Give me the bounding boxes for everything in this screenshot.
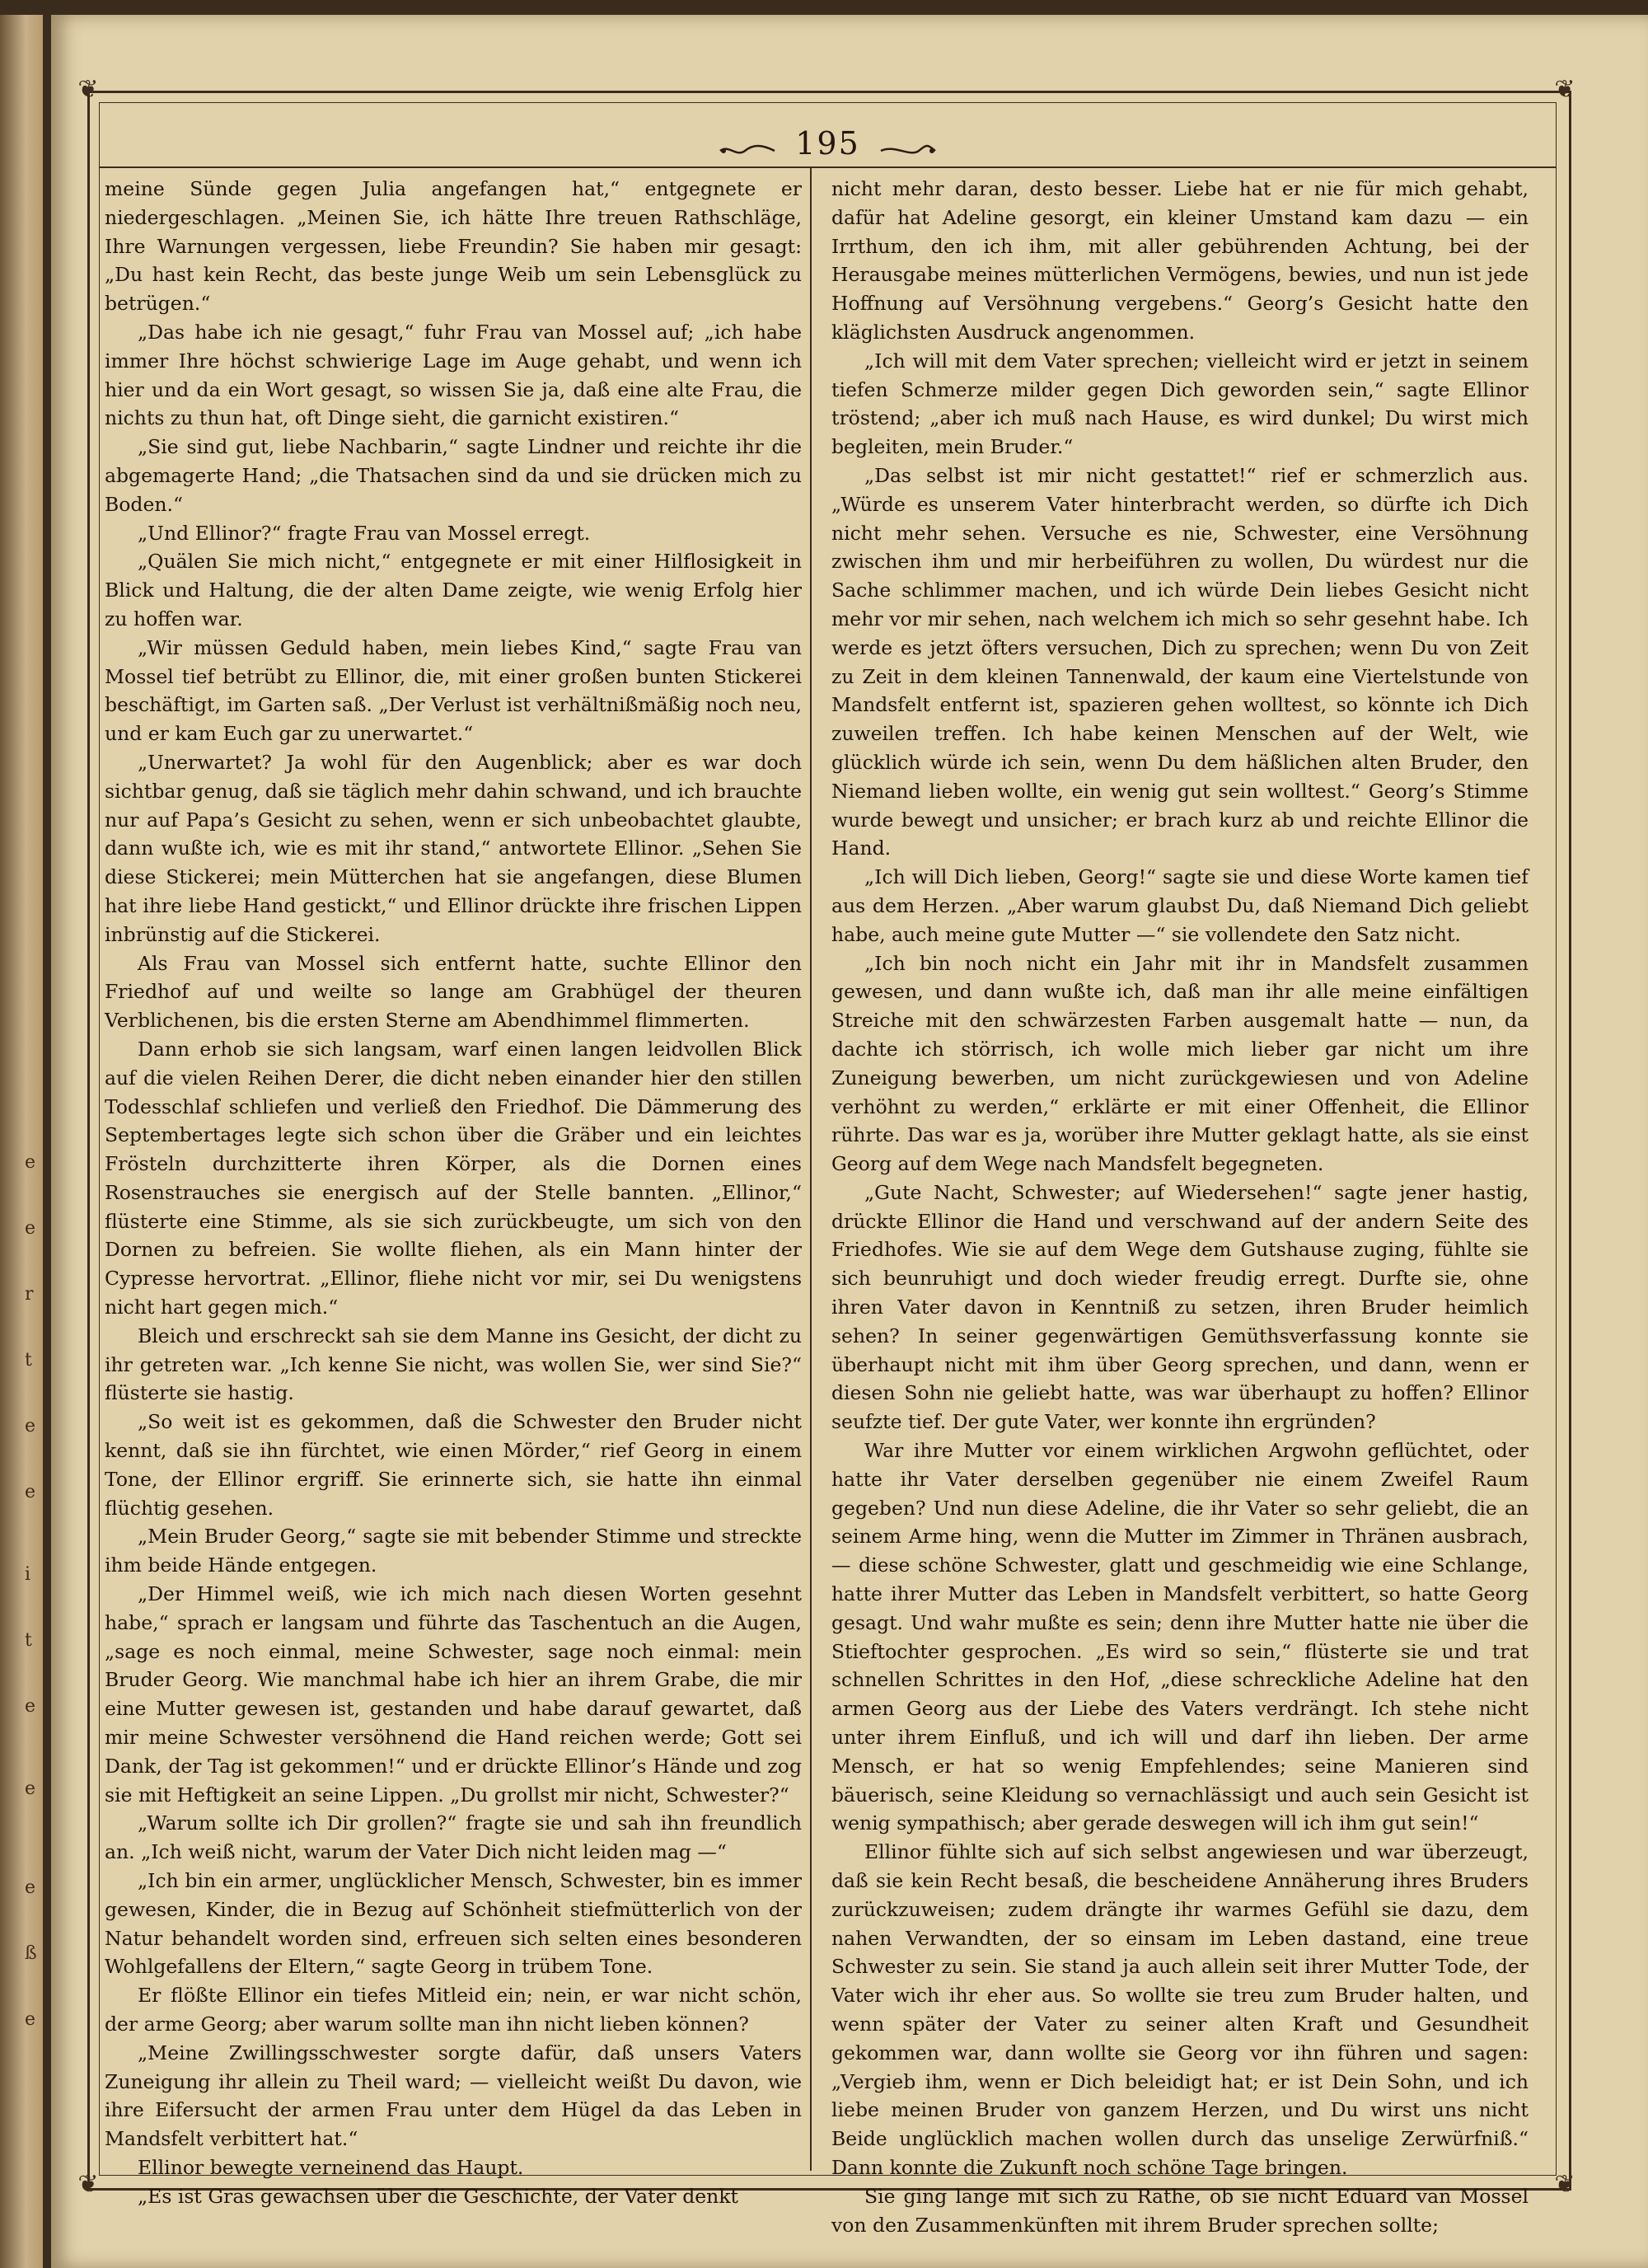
paragraph: meine Sünde gegen Julia angefangen hat,“ entgegnete er niedergeschlagen. „Meinen Sie, ich hätte Ihre treuen Rathschläge, Ihre Warnungen vergessen, liebe Freundin? Sie haben mir gesagt: „Du hast kein Recht, das beste junge Weib um sein Lebensglück zu betrügen.“ (105, 177, 802, 316)
paragraph: „Quälen Sie mich nicht,“ entgegnete er mit einer Hilflosigkeit in Blick und Haltung, die der alten Dame zeigte, wie wenig Erfolg hier zu hoffen war. (105, 550, 802, 630)
paragraph: „Unerwartet? Ja wohl für den Augenblick; aber es war doch sichtbar genug, daß sie täglich mehr dahin schwand, und ich brauchte nur auf Papa’s Gesicht zu sehen, wenn er sich unbeobachtet glaubte, dann wußte ich, wie es mit ihr stand,“ antwortete Ellinor. „Sehen Sie diese Stickerei; mein Mütterchen hat sie angefangen, diese Blumen hat ihre liebe Hand gestickt,“ und Ellinor drückte ihre frischen Lippen inbrünstig auf die Stickerei. (105, 750, 802, 946)
paragraph: Bleich und erschreckt sah sie dem Manne ins Gesicht, der dicht zu ihr getreten war. „Ich kenne Sie nicht, was wollen Sie, wer sind Sie?“ flüsterte sie hastig. (105, 1324, 802, 1405)
previous-page-edge (0, 15, 43, 2268)
paragraph: „Der Himmel weiß, wie ich mich nach diesen Worten gesehnt habe,“ sprach er langsam und führte das Taschentuch an die Augen, „sage es noch einmal, meine Schwester, sage noch einmal: mein Bruder Georg. Wie manchmal habe ich hier an ihrem Grabe, die mir eine Mutter gewesen ist, gestanden und habe darauf gewartet, daß mir meine Schwester versöhnend die Hand reichen werde; Gott sei Dank, der Tag ist gekommen!“ und er drückte Ellinor’s Hände und zog sie mit Heftigkeit an seine Lippen. „Du grollst mir nicht, Schwester?“ (105, 1582, 802, 1806)
margin-mark: t (25, 1350, 32, 1371)
margin-mark: r (25, 1284, 34, 1305)
paragraph: „Ich will Dich lieben, Georg!“ sagte sie und diese Worte kamen tief aus dem Herzen. „Aber warum glaubst Du, daß Niemand Dich geliebt habe, auch meine gute Mutter —“ sie vollendete den Satz nicht. (831, 865, 1529, 946)
paragraph: Dann erhob sie sich langsam, warf einen langen leidvollen Blick auf die vielen Reihen Derer, die dicht neben einander hier den stillen Todesschlaf schliefen und verließ den Friedhof. Die Dämmerung des Septembertages legte sich schon über die Gräber und ein leichtes Frösteln durchzitterte ihren Körper, als die Dornen eines Rosenstrauches sie energisch auf der Stelle bannten. „Ellinor,“ flüsterte eine Stimme, als sie sich zurückbeugte, um sich von den Dornen zu befreien. Sie wollte fliehen, als ein Mann hinter der Cypresse hervortrat. „Ellinor, fliehe nicht vor mir, sei Du wenigstens nicht hart gegen mich.“ (105, 1037, 802, 1319)
page-header (99, 120, 1557, 168)
paragraph: „So weit ist es gekommen, daß die Schwester den Bruder nicht kennt, daß sie ihn fürchtet, wie einen Mörder,“ rief Georg in einem Tone, der Ellinor ergriff. Sie erinnerte sich, sie hatte ihn einmal flüchtig gesehen. (105, 1410, 802, 1520)
corner-ornament-icon: ❦ (1554, 75, 1575, 104)
margin-mark: e (25, 1778, 36, 1799)
corner-ornament-icon: ❦ (1554, 2170, 1575, 2199)
paragraph: „Warum sollte ich Dir grollen?“ fragte sie und sah ihn freundlich an. „Ich weiß nicht, warum der Vater Dich nicht leiden mag —“ (105, 1811, 802, 1864)
corner-ornament-icon: ❦ (77, 75, 99, 104)
paragraph: „Und Ellinor?“ fragte Frau van Mossel erregt. (138, 521, 591, 545)
paragraph: „Ich bin ein armer, unglücklicher Mensch, Schwester, bin es immer gewesen, Kinder, die in Bezug auf Schönheit stiefmütterlich von der Natur behandelt worden sind, erfreuen sich selten eines besonderen Wohlgefallens der Eltern,“ sagte Georg in trübem Tone. (105, 1869, 802, 1979)
column-divider (810, 168, 812, 2171)
paragraph: Als Frau van Mossel sich entfernt hatte, suchte Ellinor den Friedhof auf und weilte so lange am Grabhügel der theuren Verblichenen, bis die ersten Sterne am Abendhimmel flimmerten. (105, 951, 802, 1033)
paragraph: „Gute Nacht, Schwester; auf Wiedersehen!“ sagte jener hastig, drückte Ellinor die Hand und verschwand auf der andern Seite des Friedhofes. Wie sie auf dem Wege dem Gutshause zuging, fühlte sie sich beunruhigt und doch wieder freudig erregt. Durfte sie, ohne ihren Vater davon in Kenntniß zu setzen, ihren Bruder heimlich sehen? In seiner gegenwärtigen Gemüthsverfassung konnte sie überhaupt nicht mit ihm über Georg sprechen, und dann, wenn er diesen Sohn nie geliebt hatte, was war überhaupt zu hoffen? Ellinor seufzte tief. Der gute Vater, wer konnte ihn ergründen? (831, 1180, 1529, 1434)
paragraph: „Ich bin noch nicht ein Jahr mit ihr in Mandsfelt zusammen gewesen, und dann wußte ich, daß man ihr alle meine einfältigen Streiche mit den schwärzesten Farben ausgemalt hatte — nun, da dachte ich störrisch, ich wolle mich lieber gar nicht um ihre Zuneigung bewerben, um nicht zurückgewiesen und von Adeline verhöhnt zu werden,“ erklärte er mit einer Offenheit, die Ellinor rührte. Das war es ja, worüber ihre Mutter geklagt hatte, als sie einst Georg auf dem Wege nach Mandsfelt begegneten. (831, 951, 1529, 1176)
flourish-right-icon (879, 143, 937, 159)
paragraph: „Mein Bruder Georg,“ sagte sie mit bebender Stimme und streckte ihm beide Hände entgegen. (105, 1525, 802, 1577)
margin-mark: e (25, 2009, 36, 2030)
corner-ornament-icon: ❦ (77, 2170, 99, 2199)
paragraph: „Das habe ich nie gesagt,“ fuhr Frau van Mossel auf; „ich habe immer Ihre höchst schwierige Lage im Auge gehabt, und wenn ich hier und da ein Wort gesagt, so wissen Sie ja, daß eine alte Frau, die nichts zu thun hat, oft Dinge sieht, die garnicht existiren.“ (105, 320, 802, 430)
margin-mark: ß (25, 1943, 37, 1964)
paragraph: „Sie sind gut, liebe Nachbarin,“ sagte Lindner und reichte ihr die abgemagerte Hand; „die Thatsachen sind da und sie drücken mich zu Boden.“ (105, 435, 802, 516)
paragraph: War ihre Mutter vor einem wirklichen Argwohn geflüchtet, oder hatte ihr Vater derselben gegenüber nie einem Zweifel Raum gegeben? Und nun diese Adeline, die ihr Vater so sehr geliebt, die an seinem Arme hing, wenn die Mutter im Zimmer in Thränen ausbrach, — diese schöne Schwester, glatt und geschmeidig wie eine Schlange, hatte ihrer Mutter das Leben in Mandsfelt verbittert, so hatte Georg gesagt. Und wahr mußte es sein; denn ihre Mutter hatte nie über die Stieftochter gesprochen. „Es wird so sein,“ flüsterte sie und trat schnellen Schrittes in den Hof, „diese schreckliche Adeline hat den armen Georg aus der Liebe des Vaters verdrängt. Ich stehe nicht unter ihrem Einfluß, und ich will und darf ihn lieben. Der arme Mensch, er hat so wenig Empfehlendes; seine Manieren sind bäuerisch, seine Kleidung so vernachlässigt und auch sein Gesicht ist wenig sympathisch; aber gerade deswegen will ich ihm gut sein!“ (831, 1439, 1529, 1835)
paragraph: Ellinor fühlte sich auf sich selbst angewiesen und war überzeugt, daß sie kein Recht besaß, die bescheidene Annäherung ihres Bruders zurückzuweisen; zudem drängte ihr warmes Gefühl sie dazu, dem nahen Verwandten, der so einsam im Leben dastand, eine treue Schwester zu sein. Sie stand ja auch allein seit ihrer Mutter Tode, der Vater wich ihr eher aus. So wollte sie treu zum Bruder halten, und wenn später der Vater zu seiner alten Kraft und Gesundheit gekommen war, dann wollte sie Georg vor ihn führen und sagen: „Vergieb ihm, wenn er Dich beleidigt hat; er ist Dein Sohn, und ich liebe meinen Bruder von ganzem Herzen, und Du wirst uns nicht Beide unglücklich machen wollen durch das unselige Zerwürfniß.“ Dann konnte die Zukunft noch schöne Tage bringen. (831, 1840, 1529, 2179)
margin-mark: t (25, 1630, 32, 1651)
paragraph: „Das selbst ist mir nicht gestattet!“ rief er schmerzlich aus. „Würde es unserem Vater hinterbracht werden, so dürfte ich Dich nicht mehr sehen. Versuche es nie, Schwester, eine Versöhnung zwischen ihm und mir herbeiführen zu wollen, Du würdest nur die Sache schlimmer machen, und ich würde Dein liebes Gesicht nicht mehr vor mir sehen, nach welchem ich mich so sehr gesehnt habe. Ich werde es jetzt öfters versuchen, Dich zu sprechen; wenn Du von Zeit zu Zeit in dem kleinen Tannenwald, der kaum eine Viertelstunde von Mandsfelt entfernt ist, spazieren gehen wolltest, so könnte ich Dich zuweilen treffen. Ich habe keinen Menschen auf der Welt, wie glücklich würde ich sein, wenn Du dem häßlichen alten Bruder, den Niemand lieben wollte, ein wenig gut sein wolltest.“ Georg’s Stimme wurde bewegt und unsicher; er brach kurz ab und reichte Ellinor die Hand. (831, 463, 1529, 860)
margin-mark: e (25, 1696, 36, 1717)
margin-mark: e (25, 1877, 36, 1898)
margin-mark: e (25, 1218, 36, 1239)
book-page (51, 15, 1648, 2268)
paragraph: „Meine Zwillingsschwester sorgte dafür, daß unsers Vaters Zuneigung ihr allein zu Theil ward; — vielleicht weißt Du davon, wie ihre Eifersucht der armen Frau unter dem Hügel da das Leben in Mandsfelt verbittert hat.“ (105, 2041, 802, 2151)
margin-mark: e (25, 1416, 36, 1436)
paragraph: „Es ist Gras gewachsen über die Geschichte, der Vater denkt (138, 2184, 739, 2208)
flourish-left-icon (719, 143, 776, 159)
text-column-right (831, 175, 1529, 2237)
paragraph: Ellinor bewegte verneinend das Haupt. (138, 2155, 524, 2179)
paragraph: Er flößte Ellinor ein tiefes Mitleid ein; nein, er war nicht schön, der arme Georg; aber warum sollte man ihn nicht lieben können? (105, 1984, 802, 2036)
paragraph: nicht mehr daran, desto besser. Liebe hat er nie für mich gehabt, dafür hat Adeline gesorgt, ein kleiner Umstand kam dazu — ein Irrthum, den ich ihm, mit aller gebührenden Achtung, bei der Herausgabe meines mütterlichen Vermögens, bewies, und nun ist jede Hoffnung auf Versöhnung vergebens.“ Georg’s Gesicht hatte den kläglichsten Ausdruck angenommen. (831, 177, 1529, 344)
text-column-left (105, 175, 802, 2208)
margin-mark: i (25, 1564, 31, 1585)
paragraph: „Wir müssen Geduld haben, mein liebes Kind,“ sagte Frau van Mossel tief betrübt zu Ellinor, die, mit einer großen bunten Stickerei beschäftigt, im Garten saß. „Der Verlust ist verhältnißmäßig noch neu, und er kam Euch gar zu unerwartet.“ (105, 635, 802, 746)
paragraph: Sie ging lange mit sich zu Rathe, ob sie nicht Eduard van Mossel von den Zusammenkünften mit ihrem Bruder sprechen sollte; (831, 2184, 1529, 2237)
margin-mark: e (25, 1152, 36, 1173)
margin-mark: e (25, 1482, 36, 1502)
page-number: 195 (795, 125, 860, 162)
paragraph: „Ich will mit dem Vater sprechen; vielleicht wird er jetzt in seinem tiefen Schmerze milder gegen Dich geworden sein,“ sagte Ellinor tröstend; „aber ich muß nach Hause, es wird dunkel; Du wirst mich begleiten, mein Bruder.“ (831, 349, 1529, 459)
